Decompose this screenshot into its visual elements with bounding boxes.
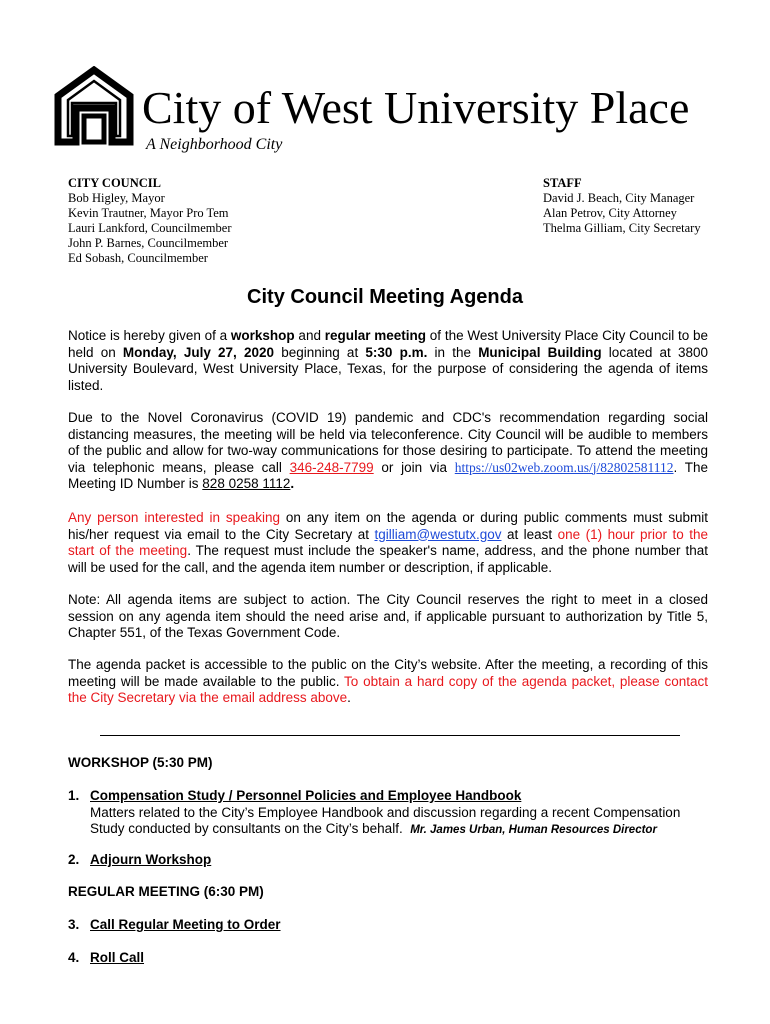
staff-list bbox=[543, 176, 701, 236]
agenda-item-2-title: Adjourn Workshop bbox=[90, 852, 212, 867]
staff-member: Thelma Gilliam, City Secretary bbox=[543, 221, 701, 235]
meeting-id: 828 0258 1112 bbox=[202, 476, 291, 491]
agenda-item-4: 4. Roll Call bbox=[68, 950, 145, 965]
section-divider bbox=[100, 735, 680, 736]
agenda-item-1-title: Compensation Study / Personnel Policies and Employee Handbook bbox=[90, 788, 522, 803]
covid-paragraph: Due to the Novel Coronavirus (COVID 19) pandemic and CDC's recommendation regarding social distancing measures, the meeting will be held via teleconference. City Council will be audible to members of the public and allow for two-way communications for those desiring to participate. To attend the meeting via telephonic means, please call 346-248-7799 or join via https://us02web.zoom.us/j/82802581112. The Meeting ID Number is 828 0258 1112. bbox=[68, 410, 708, 491]
workshop-heading: WORKSHOP (5:30 PM) bbox=[68, 755, 213, 770]
agenda-item-2: 2. Adjourn Workshop bbox=[68, 852, 212, 867]
phone-link[interactable]: 346-248-7799 bbox=[289, 459, 374, 475]
speaking-paragraph: Any person interested in speaking on any item on the agenda or during public comments must submit his/her request via email to the City Secretary at tgilliam@westutx.gov at least one (1) hour prior to the start of the meeting. The request must include the speaker's name, address, and the phone number that will be used for the call, and the agenda item number or description, if applicable. bbox=[68, 510, 709, 575]
city-council-list bbox=[68, 176, 232, 266]
city-house-logo bbox=[54, 66, 134, 146]
city-tagline: A Neighborhood City bbox=[146, 136, 283, 153]
note-paragraph: Note: All agenda items are subject to action. The City Council reserves the right to meet in a closed session on any agenda item should the need arise and, if applicable pursuant to authorization by Title 5, Chapter 551, of the Texas Government Code. bbox=[68, 592, 708, 640]
email-link[interactable]: tgilliam@westutx.gov bbox=[374, 526, 502, 542]
staff-member: Alan Petrov, City Attorney bbox=[543, 206, 677, 220]
presenter: Mr. James Urban, Human Resources Director bbox=[410, 824, 657, 836]
zoom-link[interactable]: https://us02web.zoom.us/j/82802581112 bbox=[454, 459, 674, 475]
packet-paragraph: The agenda packet is accessible to the public on the City’s website. After the meeting, a recording of this meeting will be made available to the public. To obtain a hard copy of the agenda packet, please contact the City Secretary via the email address above. bbox=[68, 657, 708, 705]
council-member: John P. Barnes, Councilmember bbox=[68, 236, 229, 250]
regular-meeting-heading: REGULAR MEETING (6:30 PM) bbox=[68, 884, 264, 899]
staff-heading: STAFF bbox=[543, 176, 582, 190]
notice-paragraph: Notice is hereby given of a workshop and regular meeting of the West University Place City Council to be held on Monday, July 27, 2020 beginning at 5:30 p.m. in the Municipal Building located at 3800 University Boulevard, West University Place, Texas, for the purpose of considering the agenda of items listed. bbox=[68, 328, 708, 393]
agenda-item-3: 3. Call Regular Meeting to Order bbox=[68, 917, 281, 932]
agenda-title: City Council Meeting Agenda bbox=[247, 286, 523, 308]
council-member: Lauri Lankford, Councilmember bbox=[68, 221, 232, 235]
council-member: Bob Higley, Mayor bbox=[68, 191, 165, 205]
agenda-item-1: 1. Compensation Study / Personnel Policies and Employee Handbook Matters related to the City’s Employee Handbook and discussion regarding a recent Compensation Study conducted by consultants on the City’s behalf. Mr. James Urban, Human Resources Director bbox=[68, 788, 681, 836]
agenda-item-4-title: Roll Call bbox=[90, 950, 145, 965]
council-member: Ed Sobash, Councilmember bbox=[68, 251, 208, 265]
council-member: Kevin Trautner, Mayor Pro Tem bbox=[68, 206, 229, 220]
city-name: City of West University Place bbox=[142, 82, 690, 133]
agenda-item-3-title: Call Regular Meeting to Order bbox=[90, 917, 281, 932]
staff-member: David J. Beach, City Manager bbox=[543, 191, 695, 205]
council-heading: CITY COUNCIL bbox=[68, 176, 161, 190]
